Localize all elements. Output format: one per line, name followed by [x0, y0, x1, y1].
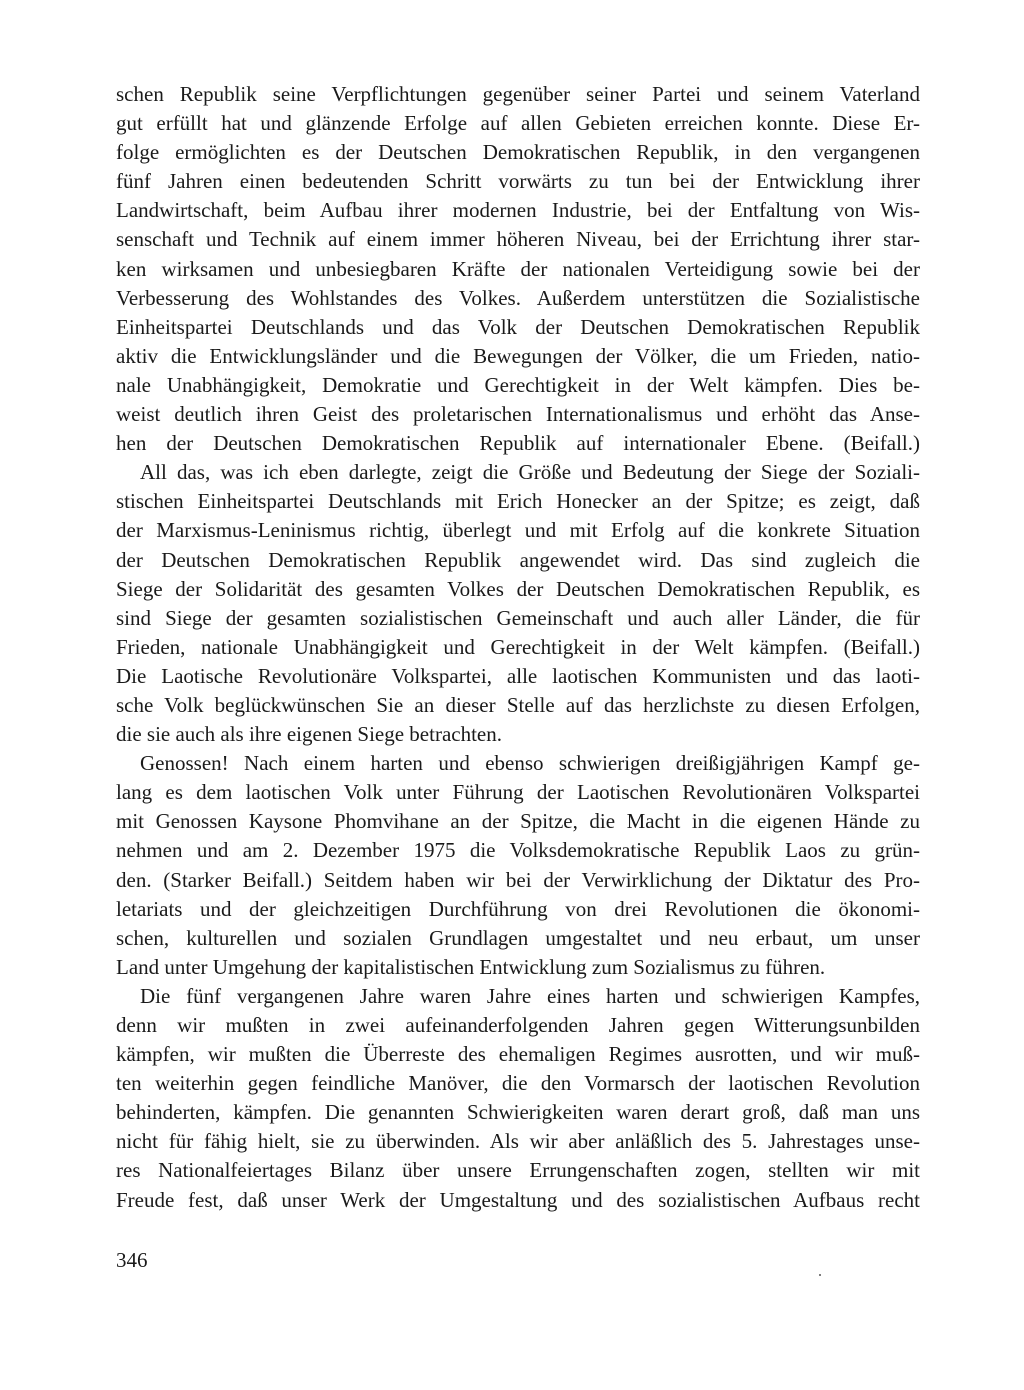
- text-line: letariats und der gleichzeitigen Durchführung von drei Revolutionen die ökonomi-: [116, 896, 920, 921]
- text-line: die sie auch als ihre eigenen Siege betrachten.: [116, 722, 502, 747]
- page-number: 346: [116, 1248, 148, 1272]
- text-line: Landwirtschaft, beim Aufbau ihrer modernen Industrie, bei der Entfaltung von Wis-: [116, 198, 920, 223]
- text-line: den. (Starker Beifall.) Seitdem haben wir bei der Verwirklichung der Diktatur des Pro-: [116, 867, 920, 892]
- text-line: gut erfüllt hat und glänzende Erfolge auf allen Gebieten erreichen konnte. Diese Er-: [116, 111, 920, 136]
- text-line: hen der Deutschen Demokratischen Republik auf internationaler Ebene. (Beifall.): [116, 431, 920, 456]
- text-line: Die fünf vergangenen Jahre waren Jahre eines harten und schwierigen Kampfes,: [140, 983, 920, 1008]
- text-line: Freude fest, daß unser Werk der Umgestaltung und des sozialistischen Aufbaus recht: [116, 1187, 920, 1212]
- text-line: Verbesserung des Wohlstandes des Volkes. Außerdem unterstützen die Sozialistische: [116, 285, 920, 310]
- paragraph-1: [116, 80, 920, 458]
- text-line: nicht für fähig hielt, sie zu überwinden. Als wir aber anläßlich des 5. Jahrestages unse-: [116, 1129, 920, 1154]
- text-line: schen, kulturellen und sozialen Grundlagen umgestaltet und neu erbaut, um unser: [116, 925, 920, 950]
- text-line: nehmen und am 2. Dezember 1975 die Volksdemokratische Republik Laos zu grün-: [116, 838, 920, 863]
- text-line: lang es dem laotischen Volk unter Führung der Laotischen Revolutionären Volkspartei: [116, 780, 920, 805]
- text-line: stischen Einheitspartei Deutschlands mit Erich Honecker an der Spitze; es zeigt, daß: [116, 489, 920, 514]
- paragraph-4: [116, 982, 920, 1215]
- body-text: [116, 80, 920, 1215]
- text-line: weist deutlich ihren Geist des proletarischen Internationalismus und erhöht das Anse-: [116, 402, 920, 427]
- text-line: nale Unabhängigkeit, Demokratie und Gerechtigkeit in der Welt kämpfen. Dies be-: [116, 372, 920, 397]
- text-line: ten weiterhin gegen feindliche Manöver, die den Vormarsch der laotischen Revolution: [116, 1071, 920, 1096]
- text-line: aktiv die Entwicklungsländer und die Bewegungen der Völker, die um Frieden, natio-: [116, 343, 920, 368]
- paragraph-3: [116, 749, 920, 982]
- paragraph-2: [116, 458, 920, 749]
- text-line: fünf Jahren einen bedeutenden Schritt vorwärts zu tun bei der Entwicklung ihrer: [116, 169, 920, 194]
- text-line: Siege der Solidarität des gesamten Volkes der Deutschen Demokratischen Republik, es: [116, 576, 920, 601]
- text-line: der Deutschen Demokratischen Republik angewendet wird. Das sind zugleich die: [116, 547, 920, 572]
- text-line: senschaft und Technik auf einem immer höheren Niveau, bei der Errichtung ihrer star-: [116, 227, 920, 252]
- print-speck: [819, 1274, 821, 1276]
- text-line: Frieden, nationale Unabhängigkeit und Gerechtigkeit in der Welt kämpfen. (Beifall.): [116, 634, 920, 659]
- text-line: folge ermöglichten es der Deutschen Demokratischen Republik, in den vergangenen: [116, 140, 920, 165]
- text-line: der Marxismus-Leninismus richtig, überlegt und mit Erfolg auf die konkrete Situation: [116, 518, 920, 543]
- text-line: Einheitspartei Deutschlands und das Volk der Deutschen Demokratischen Republik: [116, 314, 920, 339]
- text-line: sind Siege der gesamten sozialistischen Gemeinschaft und auch aller Länder, die für: [116, 605, 920, 630]
- text-line: denn wir mußten in zwei aufeinanderfolgenden Jahren gegen Witterungsunbilden: [116, 1013, 920, 1037]
- text-line: Land unter Umgehung der kapitalistischen Entwicklung zum Sozialismus zu führen.: [116, 954, 826, 979]
- text-line: Die Laotische Revolutionäre Volkspartei, alle laotischen Kommunisten und das laoti-: [116, 663, 920, 688]
- text-line: behinderten, kämpfen. Die genannten Schwierigkeiten waren derart groß, daß man uns: [116, 1100, 920, 1125]
- text-line: kämpfen, wir mußten die Überreste des ehemaligen Regimes ausrotten, und wir muß-: [116, 1042, 920, 1067]
- text-line: Genossen! Nach einem harten und ebenso schwierigen dreißigjährigen Kampf ge-: [140, 751, 920, 776]
- text-line: schen Republik seine Verpflichtungen gegenüber seiner Partei und seinem Vaterland: [116, 82, 920, 106]
- text-line: mit Genossen Kaysone Phomvihane an der Spitze, die Macht in die eigenen Hände zu: [116, 809, 920, 834]
- text-line: res Nationalfeiertages Bilanz über unsere Errungenschaften zogen, stellten wir mit: [116, 1158, 920, 1183]
- text-line: All das, was ich eben darlegte, zeigt die Größe und Bedeutung der Siege der Soziali-: [140, 460, 920, 485]
- text-line: sche Volk beglückwünschen Sie an dieser Stelle auf das herzlichste zu diesen Erfolgen,: [116, 692, 920, 717]
- text-line: ken wirksamen und unbesiegbaren Kräfte der nationalen Verteidigung sowie bei der: [116, 256, 920, 281]
